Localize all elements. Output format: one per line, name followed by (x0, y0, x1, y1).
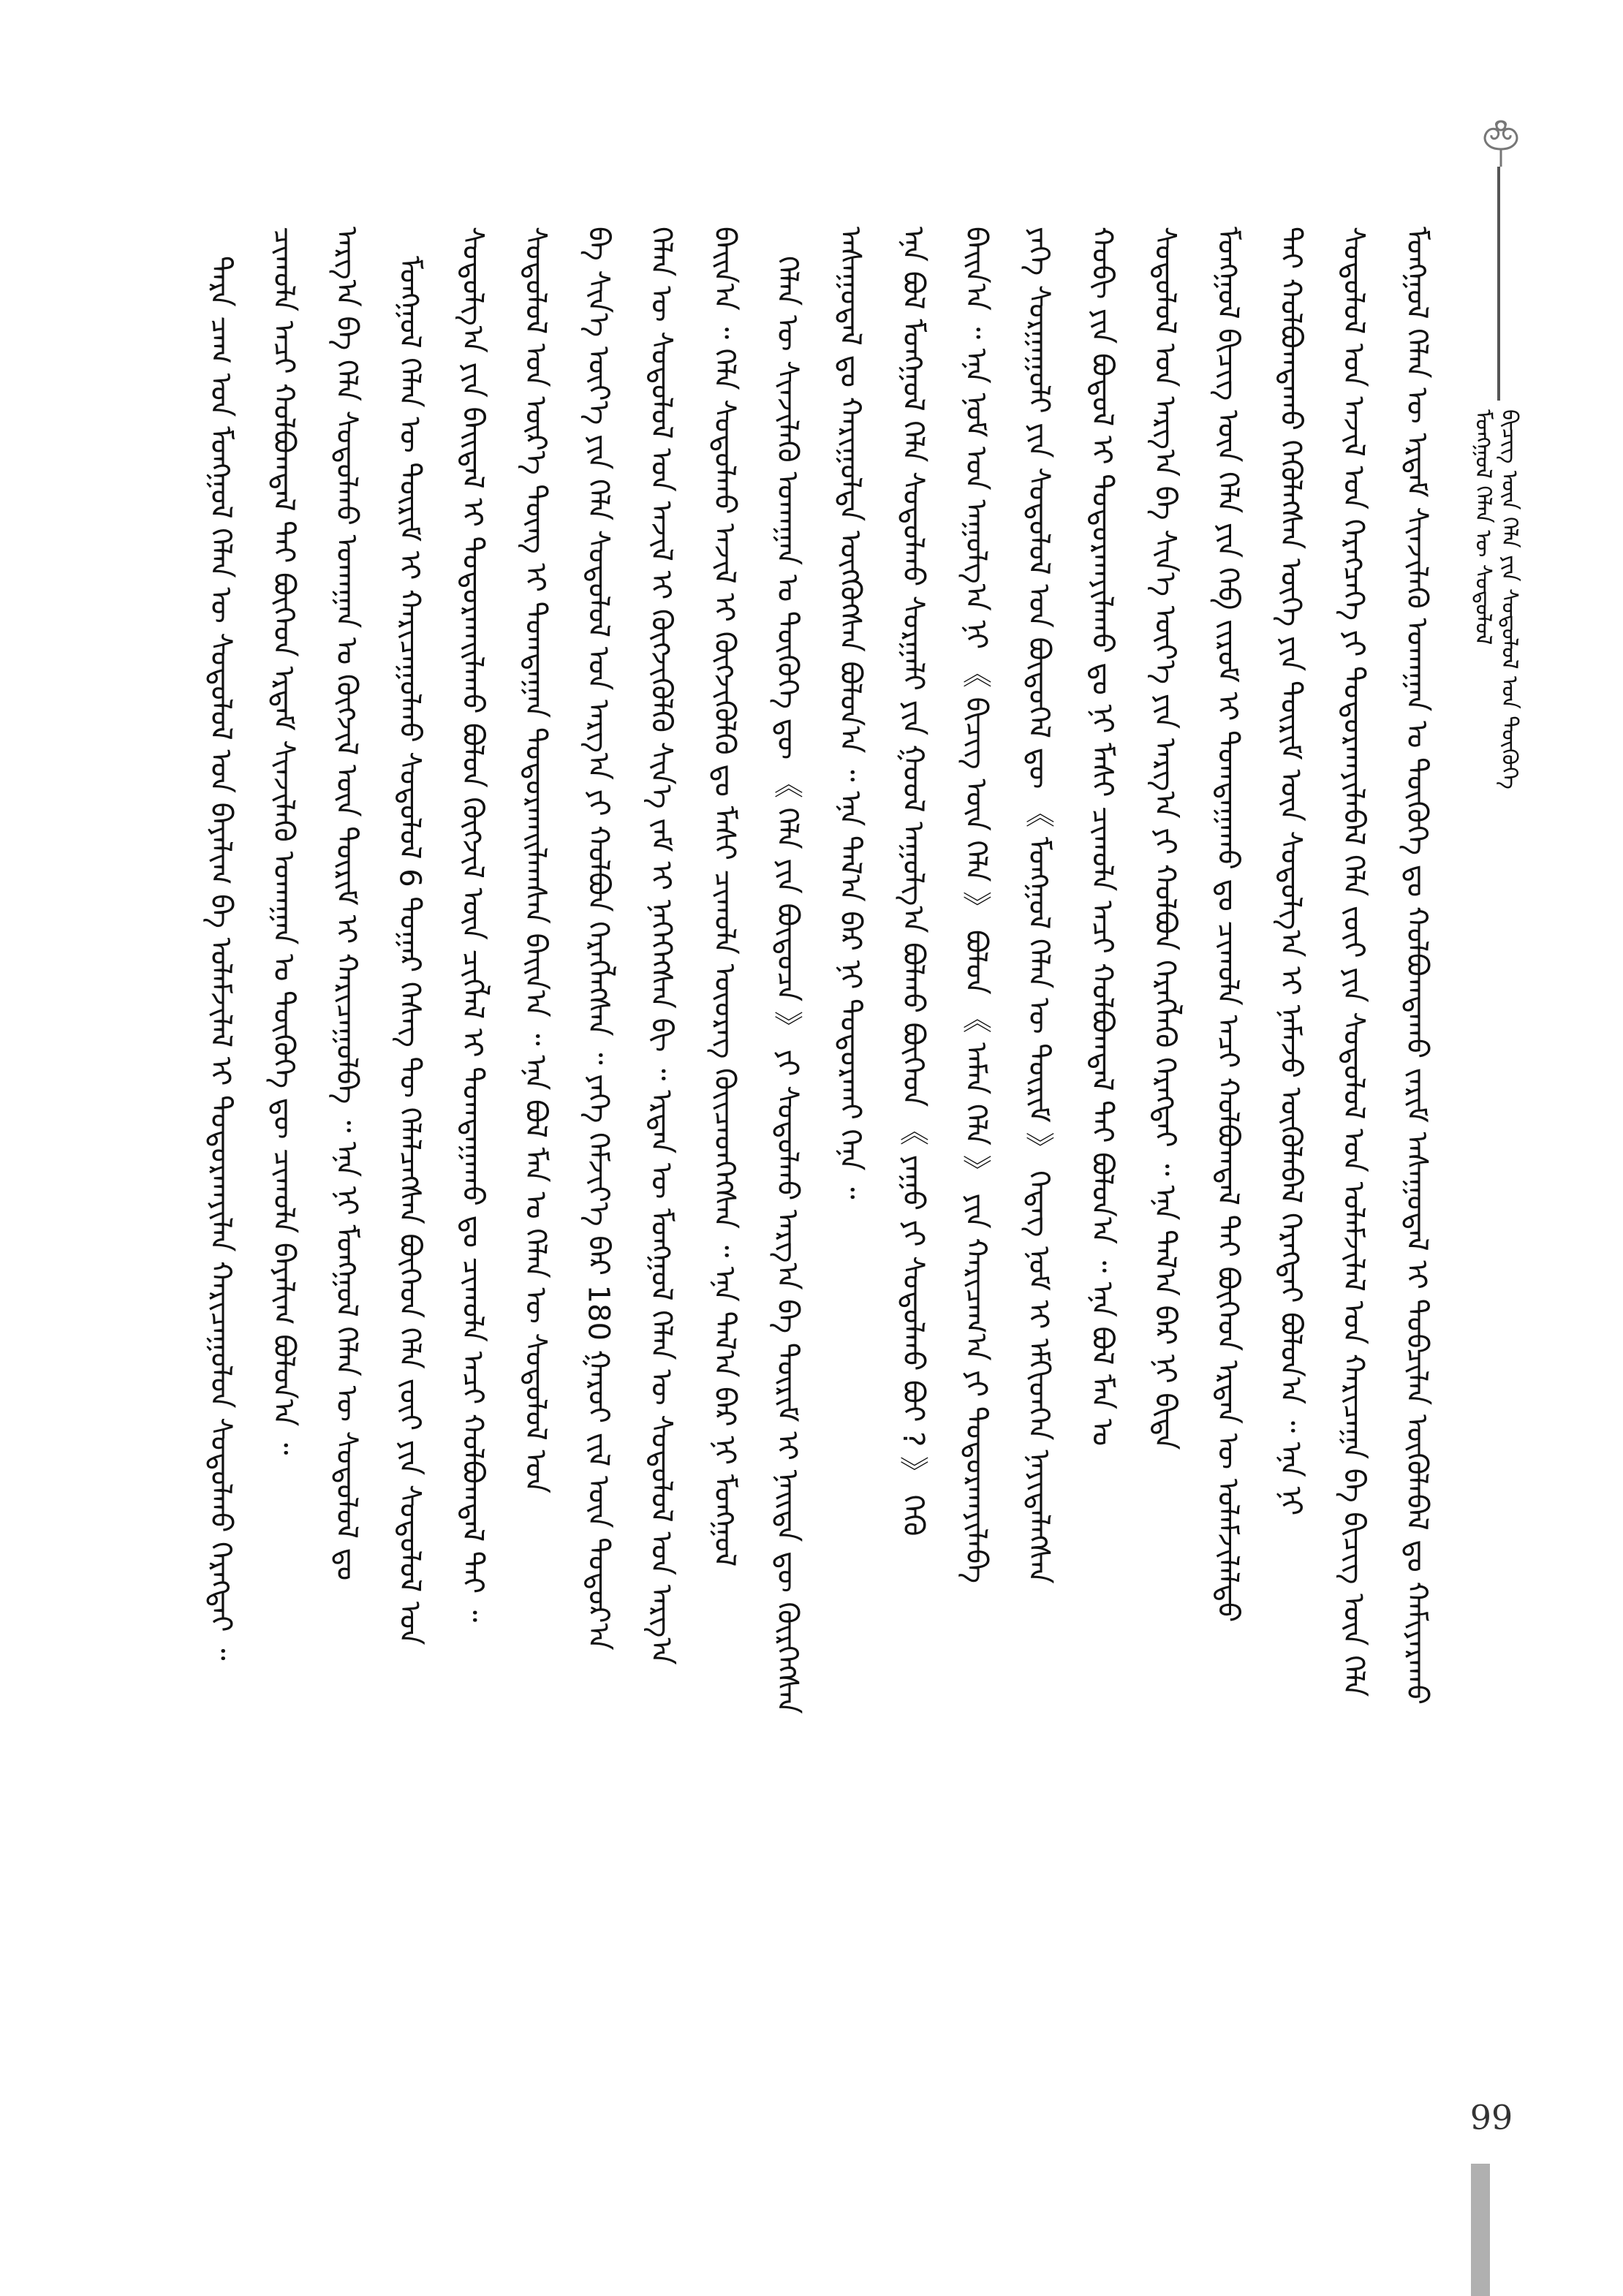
text-column: ᠰᠤᠳᠤᠯᠤᠯ ᠤᠨ ᠠᠵᠢᠯ ᠤᠨ ᠬᠡᠷᠡᠭᠴᠡᠭᠡ ᠶᠢ ᠲᠣᠳᠤᠷᠬᠠᠶᠢᠯᠠᠪᠠᠯ ᠬᠡᠯᠡ ᠵᠦᠢ ᠶᠢᠨ ᠰᠤᠳᠤᠯᠤᠯ ᠤᠨ ᠤᠯᠠᠮᠵᠢᠯᠠᠯ ᠤᠨ ᠬᠠᠷᠢᠴᠠᠭᠠ ᠪᠠ ᠪᠢᠴᠢᠭ ᠦᠨ ᠬᠡᠯᠡ (1336, 227, 1371, 1697)
text-column: ᠰᠤᠳᠤᠯᠭ᠎ᠠ ᠶᠢᠨ ᠪᠠᠢᠳᠠᠯ ᠢ ᠲᠣᠳᠤᠷᠬᠠᠢᠯᠠᠬᠤ ᠪᠣᠯᠤᠨ ᠬᠥᠭᠵᠢᠯ ᠦᠨ ᠴᠢᠭᠯᠡᠯ ᠢ ᠲᠣᠭᠲᠠᠭᠠᠬᠤ ᠳᠤ ᠴᠢᠬᠤᠯᠠ ᠠᠴᠢ ᠬᠣᠯᠪᠣᠭᠳᠠᠯ ᠲᠠᠢ ᠃ (455, 227, 490, 1623)
text-column: ᠡᠨᠡ ᠪᠣᠯ ᠮᠣᠩᠭᠣᠯ ᠬᠡᠯᠡ ᠰᠤᠳᠤᠯᠬᠤ ᠰᠤᠷᠭᠠᠯᠢ ᠶᠢᠨ ᠭᠣᠣᠯ ᠠᠭᠤᠯᠭ᠎ᠠ ᠪᠣᠯᠬᠤ ᠪᠥᠭᠡᠳ 《 ᠶᠠᠭᠤ ᠶᠢ ᠰᠤᠳᠤᠯᠬᠤ ᠪᠤᠢ ? 》 ᠭᠡᠬᠦ (896, 227, 931, 1537)
text-column: ᠲᠠᠢ ᠬᠣᠯᠪᠣᠭᠳᠠᠬᠤ ᠬᠡᠭᠦᠯᠡᠭᠰᠡᠨ ᠦᠭᠡ ᠶᠢᠨ ᠳᠦᠷᠢᠮ ᠦᠨ ᠰᠤᠳᠤᠯᠭ᠎ᠠ ᠢ ᠨᠡᠮᠡᠵᠦ ᠦᠭᠦᠯᠡᠪᠡᠯ ᠬᠡᠷᠡᠭᠲᠡᠢ ᠪᠣᠯᠤᠨ᠎ᠠ ᠃ ᠡᠨᠡ ᠨᠢ (1274, 227, 1308, 1516)
text-column: ᠬᠡᠯᠡᠨ ᠦ ᠰᠤᠳᠤᠯᠤᠯ ᠤᠨ ᠠᠵᠢᠯ ᠢ ᠬᠥᠭᠵᠢᠭᠦᠯᠬᠦ ᠰᠢᠨ᠎ᠡ ᠵᠠᠮ ᠢ ᠨᠡᠭᠡᠭᠡᠭᠰᠡᠨ ᠪᠢ ᠃ ᠡᠷᠲᠡᠨ ᠦ ᠮᠣᠩᠭᠣᠯ ᠬᠡᠯᠡᠨ ᠦ ᠰᠤᠳᠤᠯᠤᠯ ᠤᠨ ᠠᠷᠭ᠎ᠠ (644, 227, 678, 1665)
text-column: ᠲᠡᠷᠡ ᠴᠠᠭ ᠤᠨ ᠮᠣᠩᠭᠣᠯ ᠬᠡᠯᠡᠨ ᠦ ᠰᠤᠳᠤᠯᠤᠯ ᠤᠨ ᠪᠠᠶᠠᠯᠢᠭ ᠪᠠ ᠤᠯᠠᠮᠵᠢᠯᠠᠯ ᠢ ᠲᠣᠳᠤᠷᠬᠠᠶᠢᠯᠠᠨ ᠬᠠᠷᠢᠴᠠᠭᠤᠯᠤᠨ ᠰᠤᠳᠤᠯᠬᠤ ᠬᠡᠷᠡᠭᠲᠡᠢ ᠃ (204, 256, 238, 1661)
text-column: ᠬᠤᠪᠢ ᠶᠢᠨ ᠪᠣᠳᠤᠯ ᠢ ᠲᠣᠳᠤᠷᠬᠠᠶᠢᠯᠠᠬᠤ ᠳᠤ ᠨᠢ ᠮᠠᠰᠢ ᠴᠢᠬᠤᠯᠠ ᠠᠴᠢ ᠬᠣᠯᠪᠣᠭᠳᠠᠯ ᠲᠠᠢ ᠪᠣᠯᠤᠨ᠎ᠠ ᠃ ᠡᠨᠡ ᠪᠣᠯ ᠮᠠᠨ ᠤ (1085, 227, 1119, 1447)
running-head-subtitle: ᠪᠢᠴᠢᠭ ᠦᠨ ᠬᠡᠯᠡ ᠶᠢᠨ ᠰᠤᠳᠤᠯᠤᠯ ᠤᠨ ᠲᠦᠭᠦᠬᠡ (1497, 409, 1522, 789)
text-column: ᠮᠣᠩᠭᠣᠯ ᠬᠡᠯᠡᠨ ᠦ ᠡᠷᠳᠡᠮ ᠰᠢᠨᠵᠢᠯᠡᠬᠦ ᠤᠬᠠᠭᠠᠨ ᠤ ᠲᠦᠭᠦᠬᠡ ᠳᠤ ᠬᠣᠯᠪᠤᠭᠳᠠᠬᠤ ᠵᠠᠷᠢᠮ ᠠᠰᠠᠭᠤᠳᠠᠯ ᠢ ᠲᠣᠪᠴᠢᠯᠠᠨ ᠦᠭᠦᠯᠡᠪᠡᠯ ᠳᠤ ᠬᠠᠮᠢᠶᠠᠷᠠᠬᠤ (1399, 227, 1434, 1705)
text-column: ᠬᠡᠯᠡᠨ ᠦ ᠰᠢᠨᠵᠢᠯᠡᠬᠦ ᠤᠬᠠᠭᠠᠨ ᠤ ᠲᠦᠭᠦᠬᠡ ᠳᠦ 《 ᠬᠡᠯᠡ ᠶᠢᠨ ᠪᠦᠲᠦᠴᠡ 》 ᠶᠢ ᠰᠤᠳᠤᠯᠬᠤ ᠠᠷᠭ᠎ᠠ ᠪᠠ ᠳᠦᠷᠢᠮ ᠢ ᠨᠡᠢᠲᠡ ᠳᠦ ᠬᠦᠷᠭᠡᠭᠰᠡᠨ (770, 256, 804, 1714)
text-column: ᠴᠢᠬᠤᠯᠠ ᠠᠴᠢ ᠬᠣᠯᠪᠣᠭᠳᠠᠯ ᠲᠠᠢ ᠪᠥᠭᠡᠳ ᠡᠷᠳᠡᠮ ᠰᠢᠨᠵᠢᠯᠡᠬᠦ ᠤᠬᠠᠭᠠᠨ ᠤ ᠲᠦᠭᠦᠬᠡ ᠳᠦ ᠴᠢᠬᠤᠯᠠ ᠪᠠᠶᠠᠯᠢᠭ ᠪᠣᠯᠤᠨ᠎ᠠ ᠃ (267, 227, 301, 1455)
text-column: ᠰᠤᠳᠤᠯᠤᠯ ᠤᠨ ᠦᠷ᠎ᠡ ᠳᠦᠩ ᠢ ᠲᠣᠭᠲᠠᠭᠠᠨ ᠲᠣᠳᠤᠷᠬᠠᠢᠯᠠᠭᠰᠠᠨ ᠪᠠᠢᠨ᠎ᠠ ᠃ ᠡᠨᠡ ᠪᠣᠯ ᠮᠠᠨ ᠤ ᠬᠡᠯᠡᠨ ᠦ ᠰᠤᠳᠤᠯᠤᠯ ᠤᠨ (518, 227, 553, 1494)
running-head-title: ᠮᠣᠩᠭᠣᠯ ᠬᠡᠯᠡᠨ ᠦ ᠰᠤᠳᠤᠯᠤᠯ (1470, 409, 1496, 645)
text-column: ᠠᠰᠠᠭᠤᠳᠠᠯ ᠳᠤ ᠬᠠᠷᠢᠭᠤᠯᠲᠠ ᠥᠭᠭᠦᠭᠰᠡᠨ ᠪᠣᠯᠤᠨ᠎ᠠ ᠃ ᠡᠨᠡ ᠲᠠᠯ᠎ᠠ ᠪᠠᠷ ᠨᠢ ᠲᠣᠳᠤᠷᠬᠠᠢ ᠭᠡᠨᠡ ᠃ (833, 227, 867, 1200)
text-column: ᠪᠠᠢᠨ᠎ᠠ ᠃ ᠡᠨᠡ ᠨᠣᠮ ᠤᠨ ᠠᠭᠤᠯᠭ᠎ᠠ ᠨᠢ 《 ᠪᠢᠴᠢᠭ ᠦᠨ ᠬᠡᠯᠡ 》 ᠪᠣᠯᠤᠨ 《 ᠠᠮᠠᠨ ᠬᠡᠯᠡ 》 ᠶᠢᠨ ᠬᠠᠷᠢᠴᠠᠭ᠎ᠠ ᠶᠢ ᠲᠣᠳᠤᠷᠬᠠᠶᠢᠯᠠᠪᠠ (959, 227, 994, 1584)
text-column: ᠠᠷᠭ᠎ᠠ ᠪᠠ ᠬᠡᠯᠡ ᠰᠤᠳᠤᠯᠬᠤ ᠤᠬᠠᠭᠠᠨ ᠤ ᠬᠥᠭᠵᠢᠯ ᠦᠨ ᠳᠦᠷᠢᠮ ᠢ ᠬᠠᠷᠢᠴᠠᠭᠤᠯᠪᠠ ᠃ ᠡᠨᠡ ᠨᠢ ᠮᠣᠩᠭᠣᠯ ᠬᠡᠯᠡᠨ ᠦ ᠰᠤᠳᠤᠯᠤᠯ ᠳᠤ (330, 227, 364, 1581)
text-column: ᠶᠡᠬᠡ ᠰᠤᠷᠭᠠᠭᠤᠯᠢ ᠶᠢᠨ ᠰᠤᠳᠤᠯᠤᠯ ᠤᠨ ᠪᠦᠲᠦᠭᠡᠯ ᠳᠦ 《 ᠮᠣᠩᠭᠣᠯ ᠬᠡᠯᠡᠨ ᠦ ᠳᠦᠷᠢᠮ 》 ᠭᠡᠳᠡᠭ ᠨᠣᠮ ᠢ ᠡᠮᠬᠢᠳᠬᠡᠨ ᠨᠡᠶᠢᠲᠡᠯᠡᠭᠰᠡᠨ (1022, 227, 1056, 1584)
page-number: 66 (1469, 2096, 1513, 2136)
text-column: ᠪᠠᠢᠨ᠎ᠠ ᠃ ᠬᠡᠯᠡ ᠰᠤᠳᠤᠯᠬᠤ ᠠᠵᠢᠯ ᠢ ᠬᠥᠭᠵᠢᠭᠦᠯᠬᠦ ᠳᠤ ᠮᠠᠰᠢ ᠴᠢᠬᠤᠯᠠ ᠦᠦᠷᠡᠭ ᠭᠦᠢᠴᠡᠳᠬᠡᠭᠰᠡᠨ ᠃ ᠡᠨᠡ ᠲᠠᠯ᠎ᠠ ᠪᠠᠷ ᠨᠢ ᠮᠣᠩᠭᠣᠯ (707, 227, 741, 1567)
running-head (1469, 409, 1535, 1184)
scroll-ornament-icon (1472, 117, 1530, 168)
body-text (197, 227, 1440, 2017)
header-rule (1497, 167, 1500, 401)
text-column: ᠪᠠ ᠰᠢᠨ᠎ᠡ ᠦᠶ᠎ᠡ ᠶᠢᠨ ᠬᠡᠯᠡ ᠰᠤᠳᠤᠯᠤᠯ ᠤᠨ ᠠᠷᠭ᠎ᠠ ᠶᠢ ᠬᠣᠯᠪᠣᠨ ᠬᠡᠷᠡᠭᠯᠡᠭᠰᠡᠨ ᠃ ᠶᠡᠬᠡ ᠬᠡᠮᠵᠢᠶ᠎ᠡ ᠪᠡᠷ 180 ᠭᠠᠷᠤᠢ ᠵᠢᠯ ᠦᠨ ᠳᠤᠲᠤᠷ᠎ᠠ (581, 227, 616, 1651)
text-column: ᠮᠣᠩᠭᠣᠯ ᠬᠡᠯᠡᠨ ᠦ ᠳᠦᠷᠢᠮ ᠢ ᠬᠠᠷᠢᠴᠠᠭᠤᠯᠬᠤ ᠰᠤᠳᠤᠯᠤᠯ 6 ᠳᠤᠭᠠᠷ ᠬᠡᠰᠡᠭ ᠲᠦ ᠬᠡᠯᠡᠯᠴᠡᠭᠰᠡᠨ ᠪᠥᠭᠡᠳ ᠬᠡᠯᠡ ᠵᠦᠢ ᠶᠢᠨ ᠰᠤᠳᠤᠯᠤᠯ ᠤᠨ (393, 256, 427, 1645)
text-column: ᠰᠤᠳᠤᠯᠤᠯ ᠤᠨ ᠠᠷᠭ᠎ᠠ ᠪᠠ ᠰᠢᠨ᠎ᠡ ᠦᠶ᠎ᠡ ᠶᠢᠨ ᠠᠷᠭ᠎ᠠ ᠶᠢ ᠬᠣᠯᠪᠣᠨ ᠬᠡᠷᠡᠭᠯᠡᠬᠦ ᠬᠡᠷᠡᠭᠲᠡᠢ ᠃ ᠡᠨᠡ ᠲᠠᠯ᠎ᠠ ᠪᠠᠷ ᠨᠢ ᠪᠢᠳᠡ (1148, 227, 1182, 1450)
text-column: ᠮᠣᠩᠭᠣᠯ ᠪᠢᠴᠢᠭ ᠦᠨ ᠬᠡᠯᠡ ᠶᠢᠨ ᠬᠡᠪ ᠵᠢᠷᠤᠮ ᠢ ᠲᠣᠭᠲᠠᠭᠠᠬᠤ ᠳᠤ ᠴᠢᠬᠤᠯᠠ ᠠᠴᠢ ᠬᠣᠯᠪᠣᠭᠳᠠᠯ ᠲᠠᠢ ᠪᠥᠭᠡᠳ ᠡᠷᠲᠡᠨ ᠦ ᠤᠯᠠᠮᠵᠢᠯᠠᠯᠲᠤ (1211, 227, 1245, 1623)
page-edge-tab (1471, 2164, 1490, 2296)
